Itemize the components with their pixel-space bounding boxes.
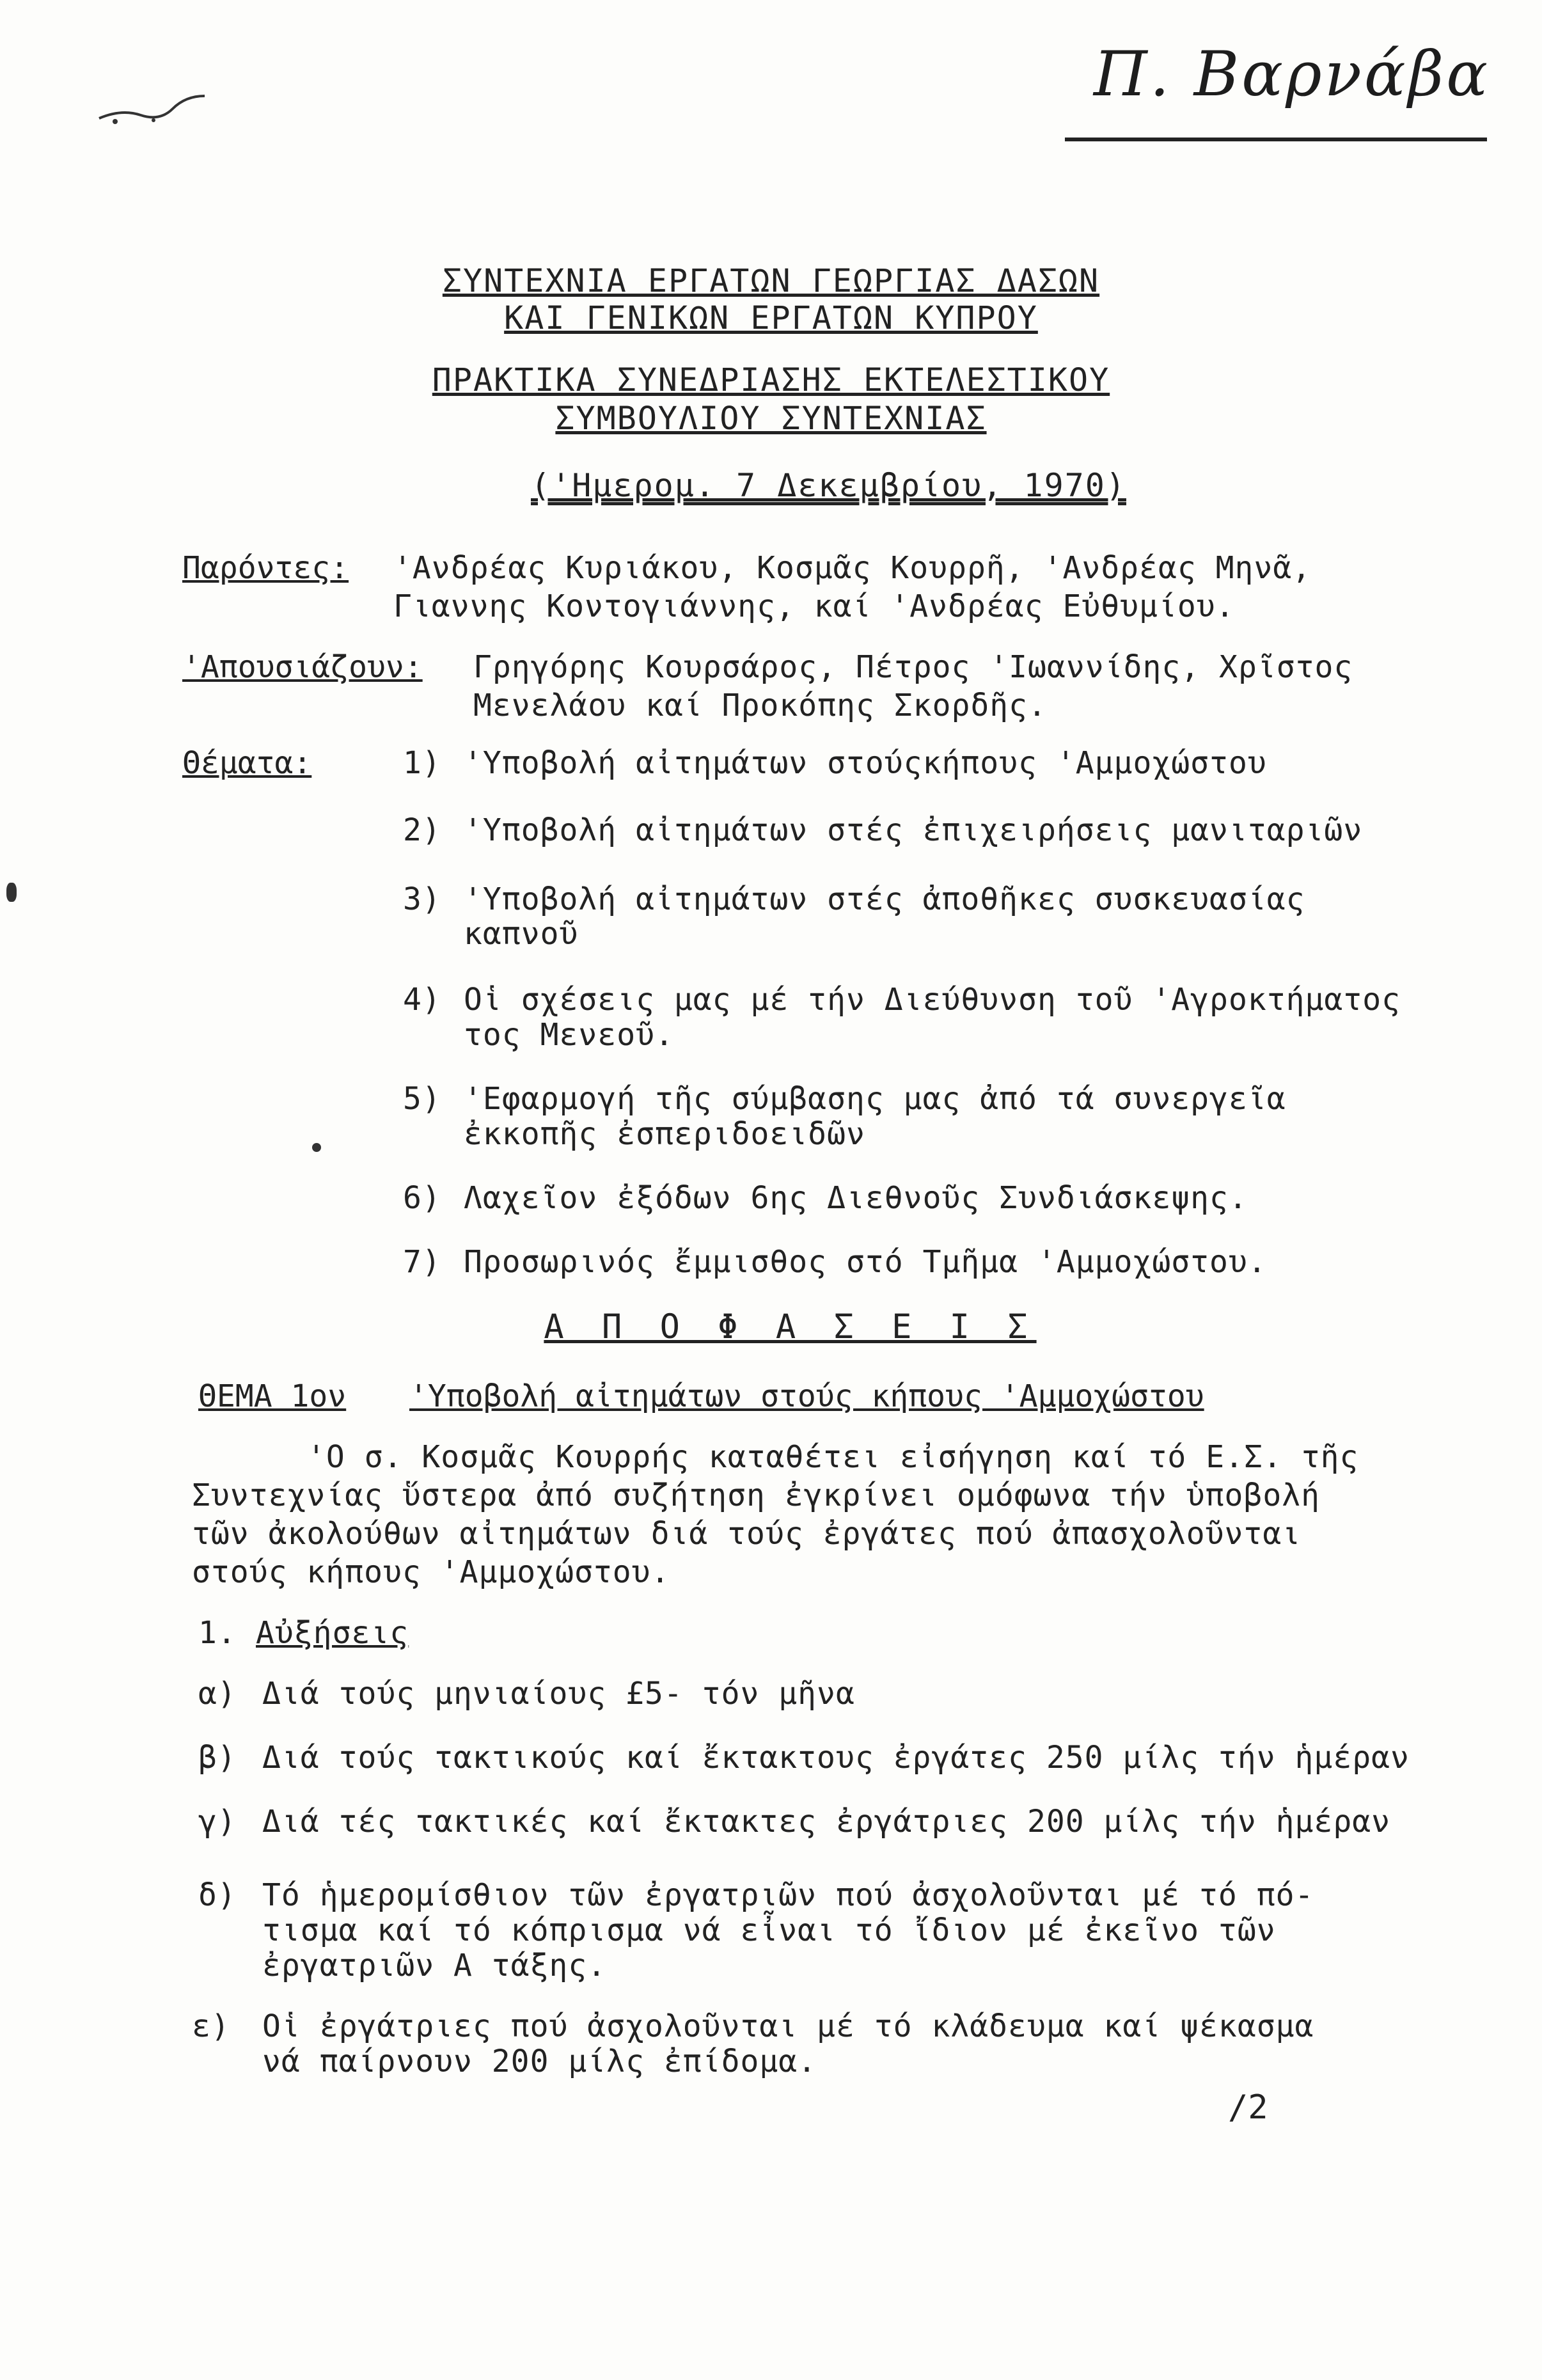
item-letter: δ) [198, 1877, 237, 1913]
paragraph-line: Συντεχνίας ὕστερα ἀπό συζήτηση ἐγκρίνει ομόφωνα τήν ὑποβολή [192, 1478, 1321, 1513]
org-title-line2: ΚΑΙ ΓΕΝΙΚΩΝ ΕΡΓΑΤΩΝ ΚΥΠΡΟΥ [504, 299, 1038, 336]
page-number: /2 [1228, 2088, 1268, 2127]
item-text: Διά τούς μηνιαίους £5- τόν μῆνα [262, 1676, 855, 1712]
topics-label: Θέματα: [182, 745, 312, 781]
item-letter: α) [198, 1676, 237, 1712]
topic-number: 1) [403, 745, 441, 781]
item-letter: γ) [198, 1804, 237, 1840]
present-line2: Γιαννης Κοντογιάννης, καί 'Ανδρέας Εὐθυμίου. [393, 588, 1235, 624]
decisions-heading: Α Π Ο Φ Α Σ Ε Ι Σ [544, 1308, 1037, 1346]
topic-number: 4) [403, 982, 441, 1018]
topic-number: 7) [403, 1244, 441, 1280]
minutes-title-line1: ΠΡΑΚΤΙΚΑ ΣΥΝΕΔΡΙΑΣΗΣ ΕΚΤΕΛΕΣΤΙΚΟΥ [432, 361, 1110, 398]
topic-text: 'Υποβολή αἰτημάτων στές ἐπιχειρήσεις μανιταριῶν [464, 812, 1363, 848]
topic-number: 5) [403, 1081, 441, 1117]
item-text: Διά τούς τακτικούς καί ἔκτακτους ἐργάτες 250 μίλς τήν ἡμέραν [262, 1740, 1410, 1776]
handwritten-underline [1065, 138, 1487, 141]
absent-line2: Μενελάου καί Προκόπης Σκορδῆς. [473, 688, 1047, 723]
item-text-continued: τισμα καί τό κόπρισμα νά εἶναι τό ἴδιον μέ ἐκεῖνο τῶν [262, 1912, 1276, 1948]
item-text: Τό ἡμερομίσθιον τῶν ἐργατριῶν πού ἀσχολοῦνται μέ τό πό- [262, 1877, 1314, 1913]
paragraph-line: τῶν ἀκολούθων αἰτημάτων διά τούς ἐργάτες πού ἀπασχολοῦνται [192, 1516, 1302, 1552]
item-text-continued: ἐργατριῶν Α τάξης. [262, 1948, 607, 1983]
section-title: Αὐξήσεις [256, 1615, 409, 1651]
absent-line1: Γρηγόρης Κουρσάρος, Πέτρος 'Ιωαννίδης, Χρῖστος [473, 649, 1353, 685]
minutes-title-line2: ΣΥΜΒΟΥΛΙΟΥ ΣΥΝΤΕΧΝΙΑΣ [555, 400, 987, 437]
topic-text: Λαχεῖον ἐξόδων 6ης Διεθνοῦς Συνδιάσκεψης. [464, 1180, 1248, 1216]
ink-scribble-mark [96, 90, 211, 128]
item-letter: ε) [192, 2008, 230, 2044]
topic-text-continued: καπνοῦ [464, 916, 579, 952]
absent-label: 'Απουσιάζουν: [182, 649, 423, 685]
item-letter: β) [198, 1740, 237, 1776]
topic-text-continued: ἐκκοπῆς ἐσπεριδοειδῶν [464, 1116, 865, 1152]
topic-text: Οἱ σχέσεις μας μέ τήν Διεύθυνση τοῦ 'Αγροκτήματος [464, 982, 1401, 1018]
topic-text: 'Εφαρμογή τῆς σύμβασης μας ἀπό τά συνεργεῖα [464, 1081, 1286, 1117]
handwritten-name: Π. Βαρνάβα [1094, 38, 1491, 110]
ink-mark-left [6, 883, 17, 902]
ink-dot [312, 1143, 321, 1152]
topic-number: 6) [403, 1180, 441, 1216]
paragraph-line: 'Ο σ. Κοσμᾶς Κουρρής καταθέτει εἰσήγηση καί τό Ε.Σ. τῆς [307, 1439, 1359, 1475]
topic-text: 'Υποβολή αἰτημάτων στές ἀποθῆκες συσκευασίας [464, 881, 1305, 917]
present-label: Παρόντες: [182, 550, 349, 586]
paragraph-line: στούς κήπους 'Αμμοχώστου. [192, 1554, 670, 1590]
topic-text: 'Υποβολή αἰτημάτων στούςκήπους 'Αμμοχώστου [464, 745, 1267, 781]
org-title-line1: ΣΥΝΤΕΧΝΙΑ ΕΡΓΑΤΩΝ ΓΕΩΡΓΙΑΣ ΔΑΣΩΝ [442, 262, 1100, 299]
item-text: Διά τές τακτικές καί ἔκτακτες ἐργάτριες 200 μίλς τήν ἡμέραν [262, 1804, 1391, 1840]
item-text-continued: νά παίρνουν 200 μίλς ἐπίδομα. [262, 2044, 817, 2079]
topic-text: Προσωρινός ἔμμισθος στό Τμῆμα 'Αμμοχώστου. [464, 1244, 1267, 1280]
theme-label: ΘΕΜΑ 1ον [198, 1378, 347, 1414]
topic-text-continued: τος Μενεοῦ. [464, 1017, 674, 1053]
section-number: 1. [198, 1615, 237, 1651]
topic-number: 3) [403, 881, 441, 917]
present-line1: 'Ανδρέας Κυριάκου, Κοσμᾶς Κουρρῆ, 'Ανδρέας Μηνᾶ, [393, 550, 1312, 586]
theme-title: 'Υποβολή αἰτημάτων στούς κήπους 'Αμμοχώστου [409, 1378, 1204, 1414]
meeting-date: ('Ημερομ. 7 Δεκεμβρίου, 1970) [531, 467, 1126, 504]
topic-number: 2) [403, 812, 441, 848]
item-text: Οἱ ἐργάτριες πού ἀσχολοῦνται μέ τό κλάδευμα καί ψέκασμα [262, 2008, 1314, 2044]
